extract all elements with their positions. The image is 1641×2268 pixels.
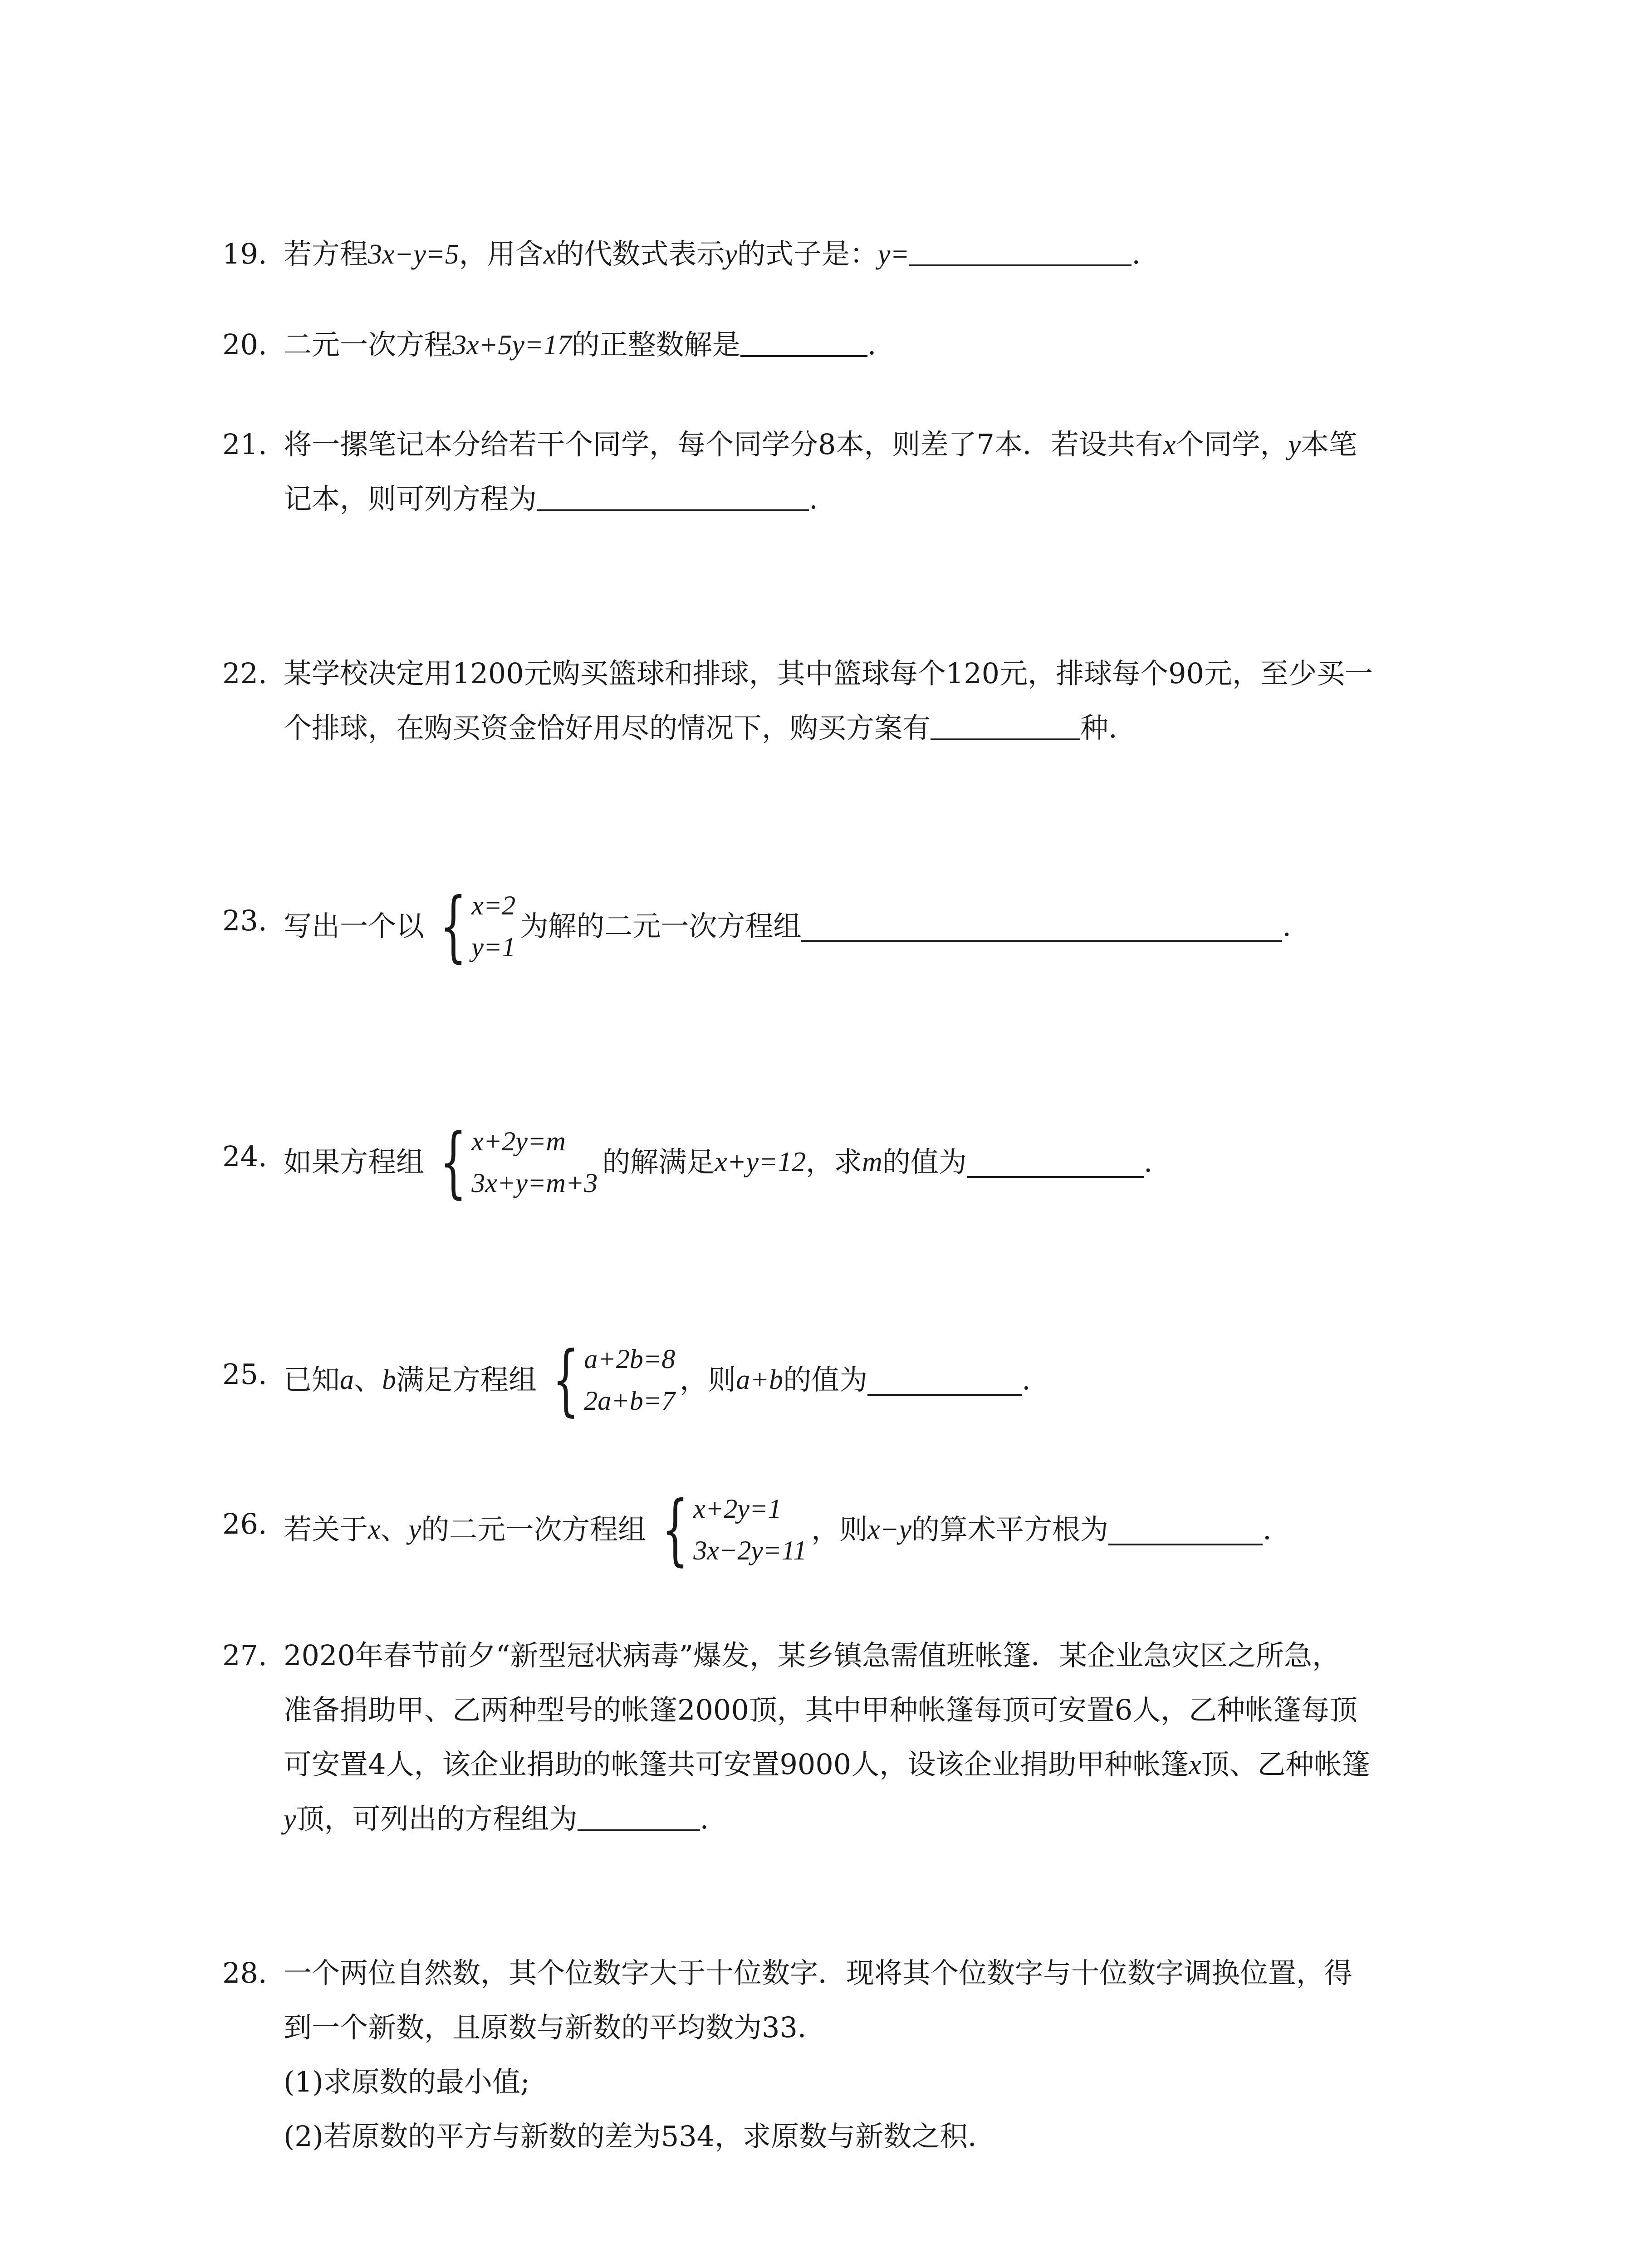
question-text: ，求 [805, 1145, 862, 1178]
answer-blank[interactable] [931, 709, 1080, 740]
question-text: 记本，则可列方程为 [284, 482, 537, 515]
answer-blank[interactable] [801, 910, 1282, 942]
left-brace: { [552, 1335, 579, 1425]
left-brace: { [440, 881, 467, 971]
separator: 、 [354, 1363, 382, 1396]
question-text: 的值为 [783, 1363, 868, 1396]
answer-blank[interactable] [867, 1364, 1022, 1396]
question-text: 为解的二元一次方程组 [520, 909, 802, 943]
question-text: 若关于 [284, 1513, 368, 1546]
system-equation-2: 2a+b=7 [584, 1386, 676, 1416]
variable-x: x [1189, 1750, 1201, 1780]
system-equation-1: a+2b=8 [584, 1344, 676, 1374]
question-text: 一个两位自然数，其个位数字大于十位数字．现将其个位数字与十位数字调换位置，得 [284, 1956, 1353, 1989]
answer-blank[interactable] [967, 1146, 1144, 1178]
question-number: 22. [222, 657, 267, 690]
equation-system [429, 881, 516, 971]
question-number: 19. [222, 237, 267, 270]
question-text: 的算术平方根为 [911, 1513, 1108, 1546]
question-text: 个排球，在购买资金恰好用尽的情况下，购买方案有 [284, 711, 931, 744]
question-text: 的代数式表示 [556, 237, 725, 270]
answer-blank[interactable] [578, 1799, 700, 1831]
variable-x: x [543, 239, 556, 270]
system-equation-1: x=2 [471, 890, 516, 920]
answer-blank[interactable] [909, 235, 1132, 266]
question-text: ，则 [811, 1513, 868, 1546]
question-text: 的式子是： [737, 237, 878, 270]
period: . [1022, 1363, 1031, 1396]
variable-x: x [368, 1514, 381, 1545]
question-text: ，则 [680, 1363, 736, 1396]
system-equation-1: x+2y=1 [693, 1494, 782, 1524]
question-text: 顶，可列出的方程组为 [296, 1802, 578, 1835]
variable-y: y [408, 1514, 421, 1545]
question-text: 满足方程组 [396, 1363, 537, 1396]
period: . [700, 1802, 709, 1835]
system-equation-2: 3x−2y=11 [693, 1535, 807, 1565]
answer-blank[interactable] [1108, 1514, 1263, 1545]
question-text: 本笔 [1300, 428, 1357, 461]
question-text: 二元一次方程 [284, 328, 453, 361]
period: . [1262, 1513, 1272, 1546]
period: . [809, 482, 818, 515]
question-text: 准备捐助甲、乙两种型号的帐篷2000顶，其中甲种帐篷每顶可安置6人，乙种帐篷每顶 [284, 1693, 1358, 1726]
variable-x: x [1163, 430, 1176, 460]
question-text: 种. [1080, 711, 1117, 744]
question-number: 26. [222, 1507, 267, 1540]
question-text: 的二元一次方程组 [421, 1513, 647, 1546]
separator: 、 [380, 1513, 409, 1546]
question-text: 若方程 [284, 237, 368, 270]
question-text: 的解满足 [602, 1145, 715, 1178]
expression: x−y [867, 1514, 911, 1545]
period: . [1132, 237, 1141, 270]
equation: 3x−y=5 [368, 239, 459, 270]
question-number: 24. [222, 1140, 267, 1173]
question-number: 21. [222, 428, 267, 461]
system-equation-2: 3x+y=m+3 [471, 1168, 598, 1198]
question-text: 的值为 [882, 1145, 967, 1178]
question-text: 到一个新数，且原数与新数的平均数为33． [284, 2011, 826, 2044]
variable-y: y [1288, 430, 1301, 460]
answer-prefix: y= [877, 239, 910, 270]
left-brace: { [440, 1117, 467, 1207]
variable-m: m [862, 1147, 882, 1178]
period: . [1143, 1145, 1153, 1178]
question-number: 25. [222, 1358, 267, 1391]
system-equation-1: x+2y=m [471, 1126, 566, 1156]
question-text: 已知 [284, 1363, 340, 1396]
question-number: 23. [222, 904, 267, 937]
system-equation-2: y=1 [471, 932, 516, 962]
left-brace: { [661, 1485, 689, 1574]
variable-a: a [340, 1364, 354, 1395]
sub-question-2: (2)若原数的平方与新数的差为534，求原数与新数之积． [284, 2120, 996, 2153]
equation: 3x+5y=17 [452, 330, 572, 361]
question-text: 如果方程组 [284, 1145, 425, 1178]
answer-blank[interactable] [537, 479, 809, 511]
question-text: 可安置4人，该企业捐助的帐篷共可安置9000人，设该企业捐助甲种帐篷 [284, 1748, 1189, 1781]
variable-y: y [725, 239, 737, 270]
sub-question-1: (1)求原数的最小值; [284, 2065, 530, 2098]
question-text: 2020年春节前夕“新型冠状病毒”爆发，某乡镇急需值班帐篷．某企业急灾区之所急， [284, 1639, 1341, 1672]
question-number: 27. [222, 1639, 267, 1672]
question-text: 写出一个以 [284, 909, 425, 943]
period: . [867, 328, 877, 361]
question-text: ，用含 [459, 237, 544, 270]
variable-b: b [382, 1364, 397, 1395]
equation-system [429, 1117, 598, 1207]
question-text: 某学校决定用1200元购买篮球和排球，其中篮球每个120元，排球每个90元，至少买一 [284, 657, 1373, 690]
question-text: 的正整数解是 [571, 328, 740, 361]
question-number: 28. [222, 1956, 267, 1989]
equation-system [651, 1485, 807, 1574]
question-text: 个同学， [1176, 428, 1288, 461]
question-text: 将一摞笔记本分给若干个同学，每个同学分8本，则差了7本．若设共有 [284, 428, 1163, 461]
question-text: 顶、乙种帐篷 [1201, 1748, 1370, 1781]
period: . [1282, 909, 1292, 943]
variable-y: y [284, 1804, 296, 1835]
condition: x+y=12 [715, 1147, 806, 1178]
equation-system [541, 1335, 676, 1425]
answer-blank[interactable] [740, 325, 867, 357]
question-number: 20. [222, 328, 267, 361]
expression: a+b [736, 1364, 784, 1395]
